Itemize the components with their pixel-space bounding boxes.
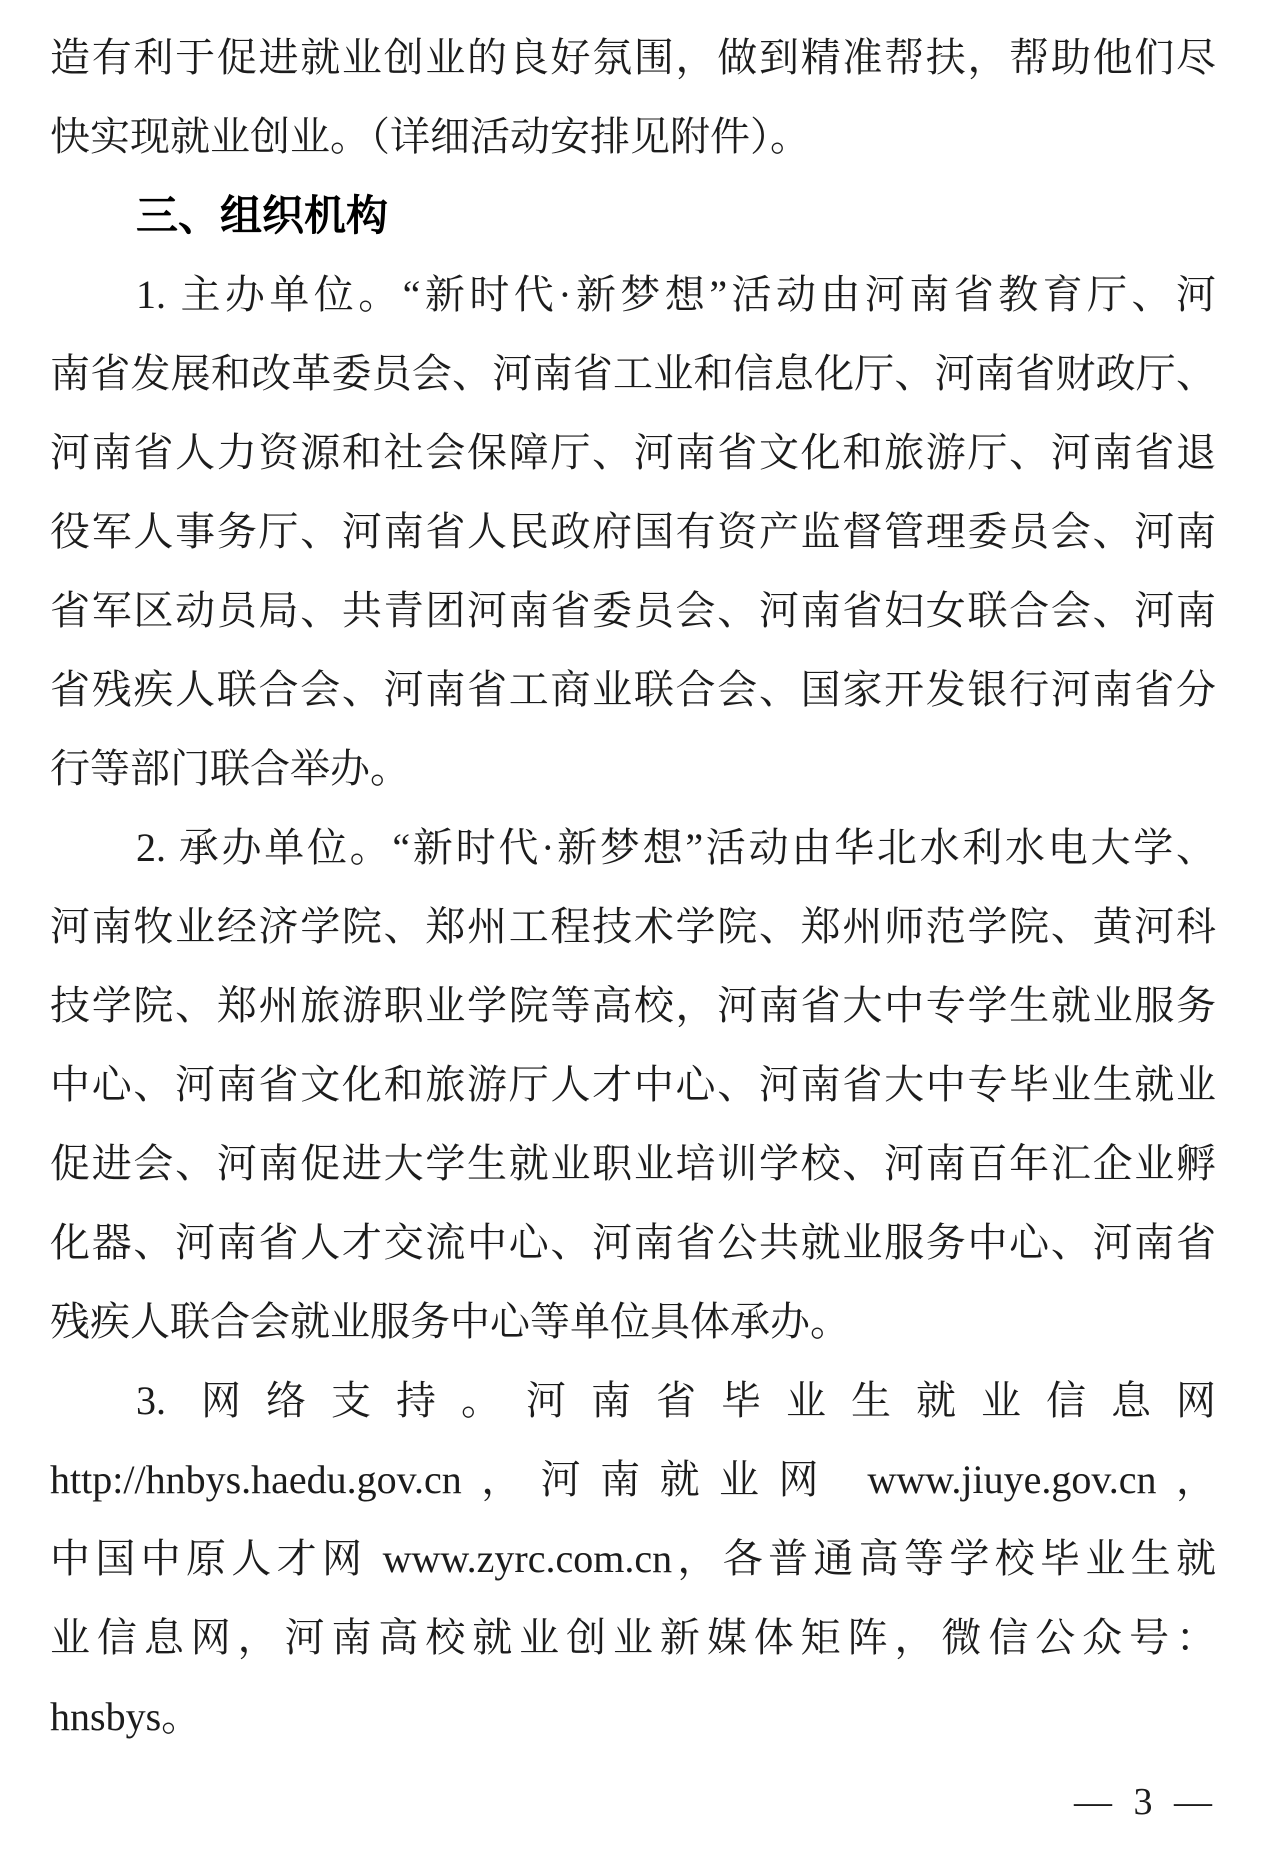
text-line: 2. 承办单位。“新时代·新梦想”活动由华北水利水电大学、 xyxy=(136,825,1216,870)
text-line: 河南牧业经济学院、郑州工程技术学院、郑州师范学院、黄河科 xyxy=(50,904,1216,949)
text-line: 省残疾人联合会、河南省工商业联合会、国家开发银行河南省分 xyxy=(50,667,1216,712)
text-line: 促进会、河南促进大学生就业职业培训学校、河南百年汇企业孵 xyxy=(50,1141,1216,1186)
text-line: 中国中原人才网 www.zyrc.com.cn，各普通高等学校毕业生就 xyxy=(50,1536,1216,1581)
text-line: 中心、河南省文化和旅游厅人才中心、河南省大中专毕业生就业 xyxy=(50,1062,1216,1107)
text-line: 残疾人联合会就业服务中心等单位具体承办。 xyxy=(50,1299,850,1344)
text-line: 行等部门联合举办。 xyxy=(50,746,410,791)
text-line: 快实现就业创业。（详细活动安排见附件）。 xyxy=(50,114,810,159)
text-line: 役军人事务厅、河南省人民政府国有资产监督管理委员会、河南 xyxy=(50,509,1216,554)
text-line: 化器、河南省人才交流中心、河南省公共就业服务中心、河南省 xyxy=(50,1220,1216,1265)
text-line: 业信息网，河南高校就业创业新媒体矩阵，微信公众号： xyxy=(50,1615,1216,1660)
text-line: 1. 主办单位。“新时代·新梦想”活动由河南省教育厅、河 xyxy=(136,272,1216,317)
text-line: 造有利于促进就业创业的良好氛围，做到精准帮扶，帮助他们尽 xyxy=(50,35,1216,80)
page-number-text: — 3 — xyxy=(1074,1781,1218,1823)
text-line: 省军区动员局、共青团河南省委员会、河南省妇女联合会、河南 xyxy=(50,588,1216,633)
text-line: 河南省人力资源和社会保障厅、河南省文化和旅游厅、河南省退 xyxy=(50,430,1216,475)
page-number xyxy=(1074,1778,1218,1826)
text-line: http://hnbys.haedu.gov.cn，河南就业网 www.jiuye.gov.cn， xyxy=(50,1457,1216,1502)
text-line: 技学院、郑州旅游职业学院等高校，河南省大中专学生就业服务 xyxy=(50,983,1216,1028)
text-line: 3. 网络支持。河南省毕业生就业信息网 xyxy=(136,1378,1216,1423)
document-body xyxy=(50,18,1216,1756)
section-heading: 三、组织机构 xyxy=(136,192,389,239)
text-line: hnsbys。 xyxy=(50,1694,202,1739)
text-line: 南省发展和改革委员会、河南省工业和信息化厅、河南省财政厅、 xyxy=(50,351,1216,396)
